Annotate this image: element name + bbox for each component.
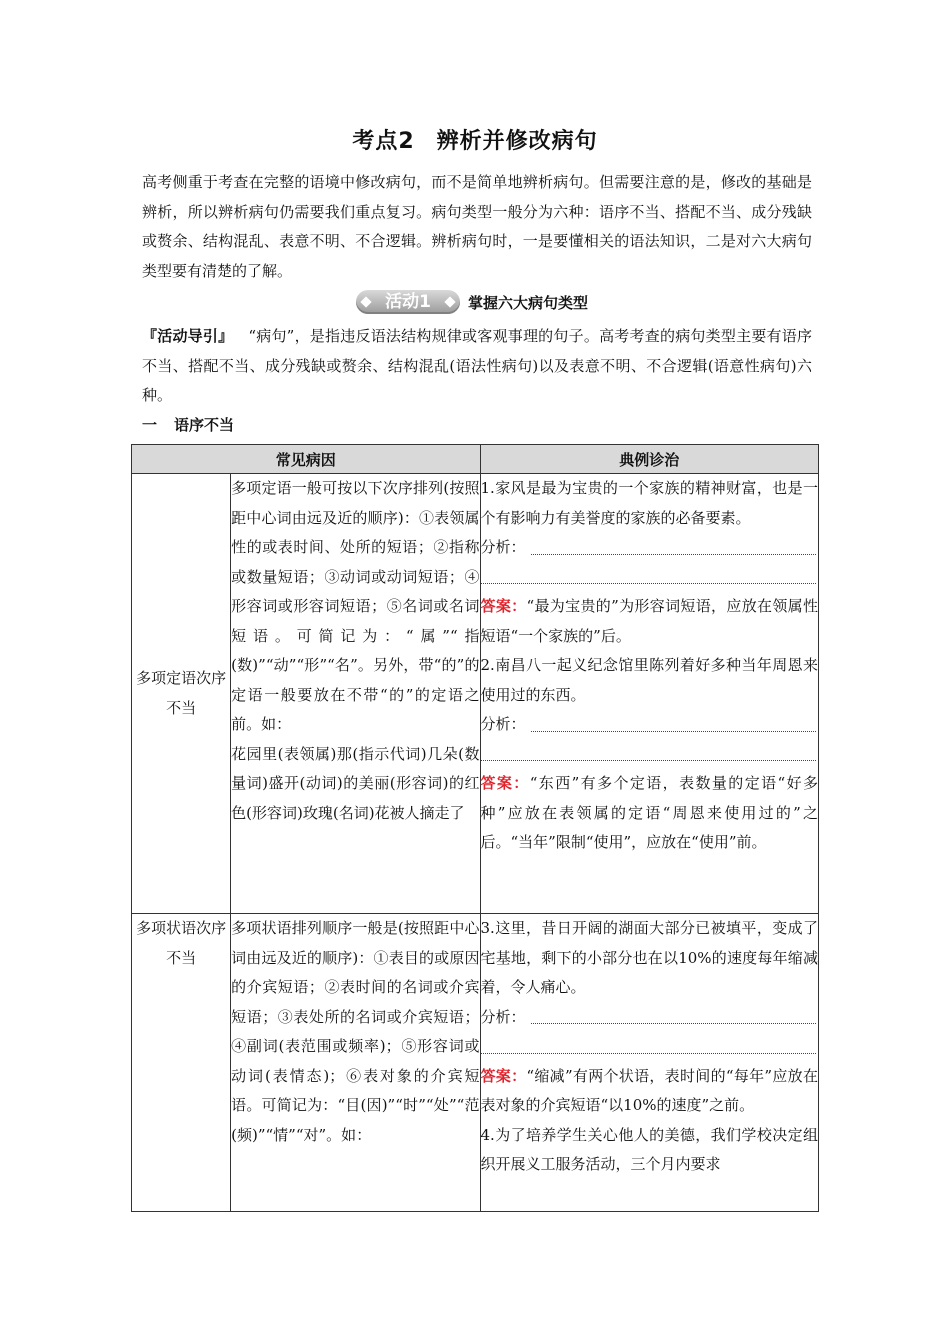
analysis-label: 分析： bbox=[480, 715, 526, 733]
section-number: 一 bbox=[142, 416, 158, 434]
title-text: 辨析并修改病句 bbox=[436, 129, 598, 154]
analysis-label: 分析： bbox=[480, 538, 526, 556]
analysis-line[interactable] bbox=[481, 740, 819, 770]
row-label: 多项定语次序不当 bbox=[132, 474, 231, 914]
analysis-line[interactable] bbox=[481, 710, 819, 740]
table-row bbox=[132, 474, 819, 914]
activity-title: 掌握六大病句类型 bbox=[468, 293, 589, 312]
activity-badge bbox=[356, 290, 460, 314]
diamond-icon bbox=[444, 296, 455, 307]
row-examples bbox=[480, 914, 819, 1212]
answer bbox=[481, 1062, 819, 1121]
analysis-label: 分析： bbox=[480, 1007, 526, 1026]
guide-tag: 『活动导引』 bbox=[142, 327, 234, 345]
answer-label: 答案： bbox=[480, 597, 527, 615]
activity-heading bbox=[356, 287, 588, 317]
row-examples bbox=[480, 474, 819, 914]
header-example: 典例诊治 bbox=[480, 445, 819, 474]
analysis-line[interactable] bbox=[481, 563, 819, 593]
section-heading bbox=[142, 414, 234, 435]
answer-text: “东西”有多个定语，表数量的定语“好多种”应放在表领属的定语“周恩来使用过的”之后。“当年”限制“使用”，应放在“使用”前。 bbox=[480, 774, 818, 851]
example-sentence: 2.南昌八一起义纪念馆里陈列着好多种当年周恩来使用过的东西。 bbox=[480, 656, 818, 704]
rule-text: 多项定语一般可按以下次序排列(按照距中心词由远及近的顺序)：①表领属性的或表时间、处所的短语；②指称或数量短语；③动词或动词短语；④形容词或形容词短语；⑤名词或名词短语。可简记为：“属”“指(数)”“动”“形”“名”。另外，带“的”的定语一般要放在不带“的”的定语之前。如： bbox=[231, 479, 480, 733]
answer-text: “缩减”有两个状语，表时间的“每年”应放在表对象的介宾短语“以10%的速度”之前。 bbox=[480, 1066, 818, 1114]
activity-guide bbox=[142, 322, 812, 411]
intro-paragraph: 高考侧重于考查在完整的语境中修改病句，而不是简单地辨析病句。但需要注意的是，修改的基础是辨析，所以辨析病句仍需要我们重点复习。病句类型一般分为六种：语序不当、搭配不当、成分残缺或赘余、结构混乱、表意不明、不合逻辑。辨析病句时，一是要懂相关的语法知识，二是对六大病句类型要有清楚的了解。 bbox=[142, 173, 812, 280]
row-rule bbox=[231, 474, 480, 914]
activity-badge-label: 活动1 bbox=[385, 292, 431, 312]
rule-text: 多项状语排列顺序一般是(按照距中心词由远及近的顺序)：①表目的或原因的介宾短语；②表时间的名词或介宾短语；③表处所的名词或介宾短语；④副词(表范围或频率)；⑤形容词或动词(表情态)；⑥表对象的介宾短语。可简记为：“目(因)”“时”“处”“范(频)”“情”“对”。如： bbox=[231, 919, 480, 1144]
table-row bbox=[132, 914, 819, 1212]
guide-text: “病句”，是指违反语法结构规律或客观事理的句子。高考考查的病句类型主要有语序不当、搭配不当、成分残缺或赘余、结构混乱(语法性病句)以及表意不明、不合逻辑(语意性病句)六种。 bbox=[142, 327, 812, 404]
page-title bbox=[0, 124, 950, 155]
answer-label: 答案： bbox=[480, 1066, 527, 1085]
answer bbox=[481, 592, 819, 651]
analysis-line[interactable] bbox=[481, 533, 819, 563]
row-rule bbox=[231, 914, 480, 1212]
diamond-icon bbox=[360, 296, 371, 307]
answer-label: 答案： bbox=[480, 774, 530, 792]
section-title: 语序不当 bbox=[174, 416, 235, 434]
example-sentence: 3.这里，昔日开阔的湖面大部分已被填平，变成了宅基地，剩下的小部分也在以10%的速度每年缩减着，令人痛心。 bbox=[480, 919, 818, 996]
table-header-row bbox=[132, 445, 819, 474]
analysis-line[interactable] bbox=[481, 1003, 819, 1033]
answer-text: “最为宝贵的”为形容词短语，应放在领属性短语“一个家族的”后。 bbox=[480, 597, 818, 645]
analysis-line[interactable] bbox=[481, 1032, 819, 1062]
row-label: 多项状语次序不当 bbox=[132, 914, 231, 1212]
example-sentence: 4.为了培养学生关心他人的美德，我们学校决定组织开展义工服务活动，三个月内要求 bbox=[480, 1125, 818, 1173]
rule-example: 花园里(表领属)那(指示代词)几朵(数量词)盛开(动词)的美丽(形容词)的红色(形容词)玫瑰(名词)花被人摘走了 bbox=[231, 744, 480, 822]
error-type-table bbox=[131, 444, 819, 1212]
header-cause: 常见病因 bbox=[132, 445, 481, 474]
example-sentence: 1.家风是最为宝贵的一个家族的精神财富，也是一个有影响力有美誉度的家族的必备要素。 bbox=[480, 479, 818, 527]
title-prefix: 考点2 bbox=[352, 129, 415, 154]
answer bbox=[481, 769, 819, 858]
